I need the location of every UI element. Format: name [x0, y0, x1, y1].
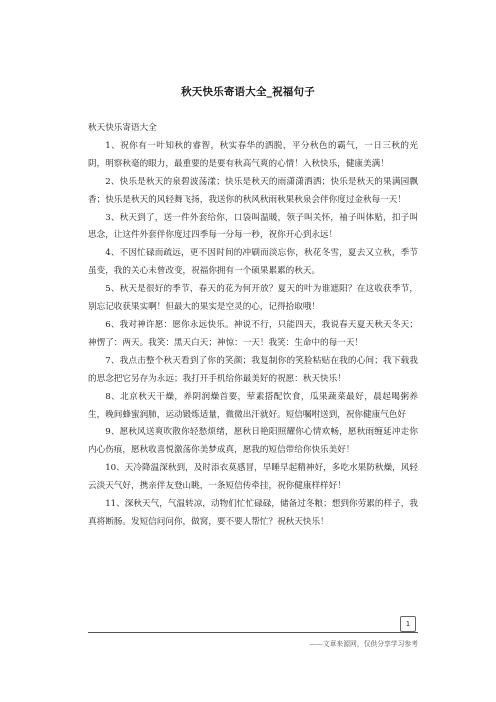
paragraph-11: 11、深秋天气，气温转凉，动物们忙忙碌碌，储备过冬粮；想到你劳累的样子，我真将断肠。发短信问问你，做窝，要不要人帮忙？祝秋天快乐！: [88, 499, 418, 527]
document-body: [88, 120, 418, 532]
paragraph-2: 2、快乐是秋天的泉碧波荡漾；快乐是秋天的雨潇潇洒洒；快乐是秋天的果满园飘香；快乐是秋天的风轻舞飞扬，我送你的秋风秋雨秋果秋泉会伴你度过金秋每一天！: [88, 176, 418, 205]
paragraph-5: 5、秋天是很好的季节，春天的花为何开放？夏天的叶为谁遮阳？在这收获季节，别忘记收获果实啊！但最大的果实是空灵的心，记得拾取哦！: [88, 284, 418, 313]
paragraph-8: 8、北京秋天干燥，养阴润燥首要，荤素搭配饮食，瓜果蔬菜最好，晨起喝粥养生，晚间蜂蜜润肺，运动锻炼适量，微微出汗就好。短信嘱咐送到，祝你健康气色好: [88, 391, 418, 420]
paragraph-9: 9、愿秋风送爽吹散你轻愁烦绪，愿秋日艳阳照耀你心情欢畅，愿秋雨缠延冲走你内心伤痕，愿秋收喜悦激荡你美梦成真，愿我的短信带给你快乐美好！: [88, 427, 418, 456]
document-subtitle: 秋天快乐寄语大全: [88, 123, 157, 133]
page-number-badge: 1: [400, 616, 416, 632]
footer-divider: [88, 632, 418, 633]
paragraph-6: 6、我对神许愿：愿你永远快乐。神说不行，只能四天，我说春天夏天秋天冬天；神愣了：两天。我笑：黑天白天；神惊：一天！我笑：生命中的每一天！: [88, 319, 418, 348]
paragraph-3: 3、秋天到了，送一件外套给你，口袋叫温暖，领子叫关怀，袖子叫体贴，扣子叫思念，让这件外套伴你度过四季每一分每一秒，祝你开心到永远！: [88, 212, 418, 241]
document-title: 秋天快乐寄语大全_祝福句子: [181, 86, 315, 98]
paragraph-10: 10、天冷降温深秋到，及时添衣莫感冒，早睡早起精神好，多吃水果防秋燥，风轻云淡天气好，携亲伴友登山眺，一条短信传牵挂，祝你健康样样好！: [88, 463, 418, 492]
footer-source-note: ——文章来源网，仅供分享学习参考: [309, 640, 418, 648]
paragraph-4: 4、不因忙碌而疏远，更不因时间的冲刷而淡忘你，秋花冬雪，夏去又立秋，季节虽变，我的关心未曾改变，祝福你拥有一个硕果累累的秋天。: [88, 248, 418, 277]
paragraph-7: 7、我点击整个秋天看到了你的笑颜；我复制你的笑脸粘贴在我的心间；我下载我的思念把它另存为永远；我打开手机给你最美好的祝愿：秋天快乐！: [88, 355, 418, 384]
paragraph-1: 1、祝你有一叶知秋的睿智，秋实春华的洒脱，平分秋色的霸气，一日三秋的光阴，明察秋毫的眼力，最重要的是要有秋高气爽的心情！入秋快乐，健康美满！: [88, 140, 418, 169]
